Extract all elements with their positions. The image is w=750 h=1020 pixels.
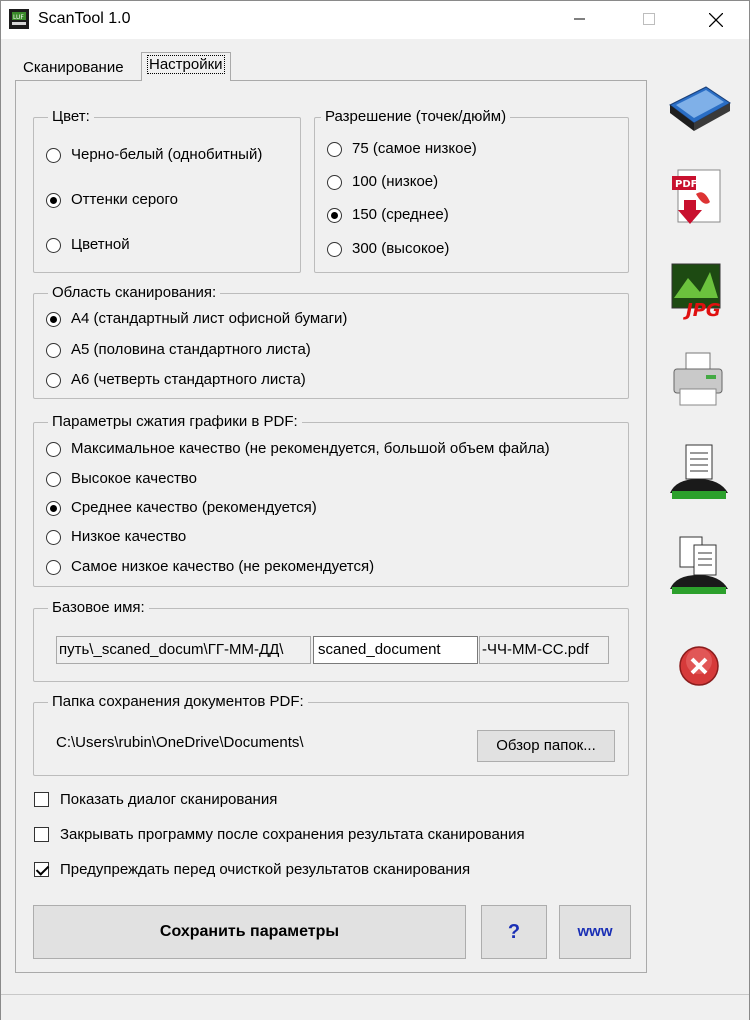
checkbox-label: Закрывать программу после сохранения результата сканирования — [60, 826, 525, 843]
checkbox[interactable] — [34, 827, 49, 842]
radio-label: Самое низкое качество (не рекомендуется) — [71, 558, 375, 575]
checkbox[interactable] — [34, 862, 49, 877]
radio-label: Черно-белый (однобитный) — [71, 146, 263, 163]
title-bar — [1, 1, 749, 39]
radio-button[interactable] — [46, 343, 61, 358]
radio-label: А5 (половина стандартного листа) — [71, 341, 311, 358]
basename-input[interactable]: scaned_document — [313, 636, 478, 664]
radio-button[interactable] — [327, 142, 342, 157]
radio-label: Максимальное качество (не рекомендуется, большой объем файла) — [71, 440, 550, 457]
radio-label: А4 (стандартный лист офисной бумаги) — [71, 310, 348, 327]
pdf-folder-path: C:\Users\rubin\OneDrive\Documents\ — [56, 734, 304, 751]
resolution-group — [314, 108, 629, 273]
color-group-legend: Цвет: — [48, 108, 94, 125]
pdf-folder-group — [33, 693, 629, 776]
resolution-group-legend: Разрешение (точек/дюйм) — [321, 108, 510, 125]
basename-group — [33, 599, 629, 682]
radio-button[interactable] — [46, 472, 61, 487]
help-button[interactable]: ? — [481, 905, 547, 959]
radio-label: 100 (низкое) — [352, 173, 439, 190]
scan-single-page-icon[interactable] — [666, 441, 732, 507]
tab-settings-label: Настройки — [149, 56, 223, 73]
radio-label: Среднее качество (рекомендуется) — [71, 499, 317, 516]
radio-label: Высокое качество — [71, 470, 197, 487]
svg-text:PDF: PDF — [675, 179, 698, 190]
radio-button[interactable] — [46, 530, 61, 545]
radio-button[interactable] — [46, 148, 61, 163]
close-icon — [709, 13, 723, 27]
close-circle-icon[interactable] — [666, 633, 732, 699]
printer-icon[interactable] — [666, 349, 732, 415]
jpg-icon[interactable] — [666, 258, 732, 324]
svg-text:JPG: JPG — [686, 300, 721, 321]
scan-multi-page-icon[interactable] — [666, 533, 732, 599]
radio-button[interactable] — [46, 373, 61, 388]
checkbox-label: Предупреждать перед очисткой результатов сканирования — [60, 861, 471, 878]
compression-group — [33, 413, 629, 587]
pdf-icon[interactable] — [666, 164, 732, 230]
radio-button[interactable] — [46, 193, 61, 208]
color-group — [33, 108, 301, 273]
compression-group-legend: Параметры сжатия графики в PDF: — [48, 413, 302, 430]
close-window-button[interactable] — [693, 1, 739, 39]
radio-label: Цветной — [71, 236, 130, 253]
website-button[interactable]: www — [559, 905, 631, 959]
radio-label: 300 (высокое) — [352, 240, 450, 257]
window-title: ScanTool 1.0 — [38, 10, 131, 27]
status-bar — [1, 994, 749, 1020]
radio-label: Низкое качество — [71, 528, 187, 545]
app-icon — [9, 9, 29, 29]
minimize-icon — [574, 13, 586, 25]
maximize-button[interactable] — [626, 1, 672, 39]
radio-label: 150 (среднее) — [352, 206, 449, 223]
tab-settings[interactable] — [141, 52, 231, 81]
radio-label: Оттенки серого — [71, 191, 178, 208]
save-settings-button[interactable]: Сохранить параметры — [33, 905, 466, 959]
basename-prefix-field: путь\_scaned_docum\ГГ-ММ-ДД\ — [56, 636, 311, 664]
radio-button[interactable] — [327, 242, 342, 257]
scanner-icon[interactable] — [666, 75, 732, 141]
radio-button[interactable] — [46, 560, 61, 575]
checkbox[interactable] — [34, 792, 49, 807]
radio-button[interactable] — [46, 238, 61, 253]
radio-button[interactable] — [327, 208, 342, 223]
radio-button[interactable] — [46, 501, 61, 516]
basename-group-legend: Базовое имя: — [48, 599, 149, 616]
svg-text:LUF: LUF — [13, 14, 24, 21]
basename-suffix-field: -ЧЧ-ММ-СС.pdf — [479, 636, 609, 664]
radio-label: 75 (самое низкое) — [352, 140, 477, 157]
checkbox-label: Показать диалог сканирования — [60, 791, 278, 808]
browse-folders-button[interactable]: Обзор папок... — [477, 730, 615, 762]
minimize-button[interactable] — [557, 1, 603, 39]
settings-panel — [15, 80, 647, 973]
scan-area-group — [33, 284, 629, 399]
radio-label: А6 (четверть стандартного листа) — [71, 371, 306, 388]
tab-scanning[interactable]: Сканирование — [23, 59, 124, 76]
maximize-icon — [643, 13, 655, 25]
radio-button[interactable] — [46, 312, 61, 327]
pdf-folder-group-legend: Папка сохранения документов PDF: — [48, 693, 308, 710]
radio-button[interactable] — [327, 175, 342, 190]
radio-button[interactable] — [46, 442, 61, 457]
scan-area-group-legend: Область сканирования: — [48, 284, 220, 301]
